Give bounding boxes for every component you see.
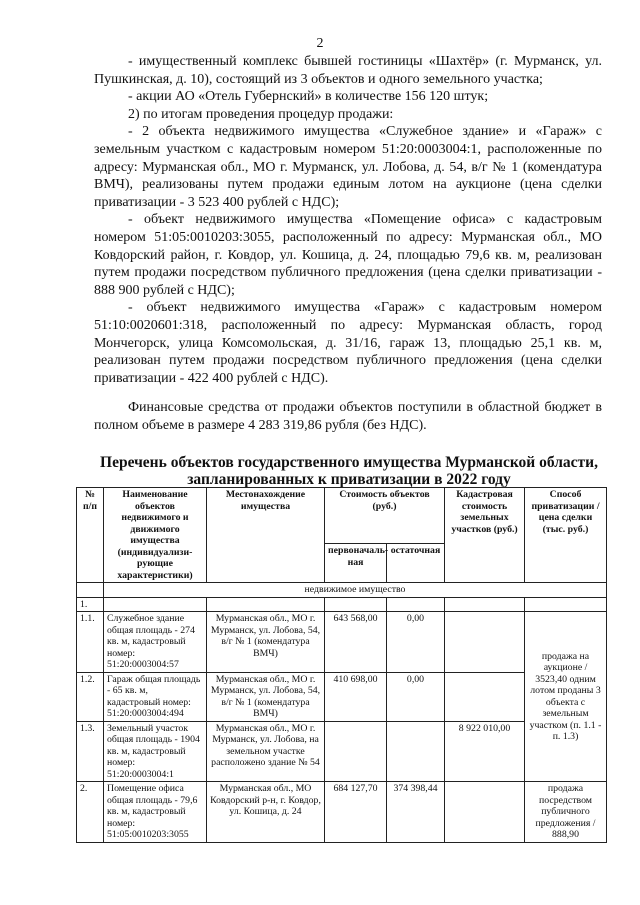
header-cadastral: Кадастровая стоимость земельных участков (руб.): [445, 488, 525, 583]
header-cost-residual: остаточная: [387, 544, 445, 583]
row-residual-cost: [387, 721, 445, 782]
table-row: [77, 612, 607, 673]
row-initial-cost: [325, 721, 387, 782]
table-title-line2: запланированных к приватизации в 2022 году: [187, 471, 511, 488]
row-residual-cost: 0,00: [387, 612, 445, 673]
paragraph-office-sale: - объект недвижимого имущества «Помещение офиса» с кадастровым номером 51:05:0010203:3055, расположенный по адресу: Мурманская обл., МО Ковдорский район, г. Ковдор, ул. Кошица, д. 24, площадью 79,6 кв. м, реализован путем продажи посредством публичного предложения (цена сделки приватизации - 888 900 рублей с НДС);: [94, 212, 602, 298]
privatization-table: [76, 487, 607, 843]
paragraph-results-heading: 2) по итогам проведения процедур продажи:: [128, 106, 394, 122]
row-num: 1.2.: [77, 672, 104, 721]
row-num: 1.: [77, 597, 104, 612]
row-name: Служебное здание общая площадь - 274 кв. м, кадастровый номер: 51:20:0003004:57: [104, 612, 207, 673]
table-header-row: [77, 488, 607, 544]
row-name: Земельный участок общая площадь - 1904 кв. м, кадастровый номер: 51:20:0003004:1: [104, 721, 207, 782]
row-name: Гараж общая площадь - 65 кв. м, кадастровый номер: 51:20:0003004:494: [104, 672, 207, 721]
row-location: Мурманская обл., МО г. Мурманск, ул. Лобова, 54, в/г № 1 (комендатура ВМЧ): [207, 612, 325, 673]
row-initial-cost: 684 127,70: [325, 782, 387, 843]
body-text: [94, 53, 602, 434]
header-name: Наименование объектов недвижимого и движимого имущества (индивидуализи-рующие характеристики): [104, 488, 207, 583]
lot-method-cell: продажа на аукционе / 3523,40 одним лотом проданы 3 объекта с земельным участком (п. 1.1 - п. 1.3): [525, 612, 607, 782]
paragraph-shares: - акции АО «Отель Губернский» в количестве 156 120 штук;: [128, 89, 489, 105]
row-cadastral-cost: [445, 782, 525, 843]
header-location: Местонахождение имущества: [207, 488, 325, 583]
row-num: 1.1.: [77, 612, 104, 673]
paragraph-lot-sale: - 2 объекта недвижимого имущества «Служебное здание» и «Гараж» с земельным участком с кадастровым номером 51:20:0003004:1, расположенные по адресу: Мурманская обл., МО г. Мурманск, ул. Лобова, д. 54, в/г № 1 (комендатура ВМЧ), реализованы путем продажи единым лотом на аукционе (цена сделки приватизации - 3 523 400 рублей с НДС);: [94, 124, 602, 210]
header-num: № п/п: [77, 488, 104, 583]
row-residual-cost: 374 398,44: [387, 782, 445, 843]
paragraph-garage-sale: - объект недвижимого имущества «Гараж» с кадастровым номером 51:10:0020601:318, расположенный по адресу: Мурманская область, город Мончегорск, улица Комсомольская, д. 31/16, гараж 13, площадью 25,1 кв. м, реализован путем продажи посредством публичного предложения (цена сделки приватизации - 422 400 рублей с НДС).: [94, 300, 602, 386]
table-title: [84, 454, 614, 488]
header-cost: Стоимость объектов (руб.): [325, 488, 445, 544]
row-initial-cost: 410 698,00: [325, 672, 387, 721]
row-residual-cost: 0,00: [387, 672, 445, 721]
row-location: Мурманская обл., МО Ковдорский р-н, г. Ковдор, ул. Кошица, д. 24: [207, 782, 325, 843]
row-cadastral-cost: 8 922 010,00: [445, 721, 525, 782]
page-number: 2: [316, 36, 324, 51]
row-method: продажа посредством публичного предложения / 888,90: [525, 782, 607, 843]
paragraph-hotel-complex: - имущественный комплекс бывшей гостиницы «Шахтёр» (г. Мурманск, ул. Пушкинская, д. 10), состоящий из 3 объектов и одного земельного участка;: [94, 54, 602, 87]
row-num: 2.: [77, 782, 104, 843]
section-row: [77, 583, 607, 598]
header-cost-initial: первоначаль-ная: [325, 544, 387, 583]
table-row: [77, 597, 607, 612]
paragraph-budget: Финансовые средства от продажи объектов поступили в областной бюджет в полном объеме в размере 4 283 319,86 рубля (без НДС).: [94, 400, 602, 433]
row-num: 1.3.: [77, 721, 104, 782]
table-row: [77, 782, 607, 843]
section-label: недвижимое имущество: [104, 583, 607, 598]
row-name: Помещение офиса общая площадь - 79,6 кв. м, кадастровый номер: 51:05:0010203:3055: [104, 782, 207, 843]
row-location: Мурманская обл., МО г. Мурманск, ул. Лобова, 54, в/г № 1 (комендатура ВМЧ): [207, 672, 325, 721]
row-initial-cost: 643 568,00: [325, 612, 387, 673]
table-title-line1: Перечень объектов государственного имущества Мурманской области,: [100, 454, 598, 471]
row-location: Мурманская обл., МО г. Мурманск, ул. Лобова, на земельном участке расположено здание № 54: [207, 721, 325, 782]
header-method: Способ приватизации / цена сделки (тыс. руб.): [525, 488, 607, 583]
